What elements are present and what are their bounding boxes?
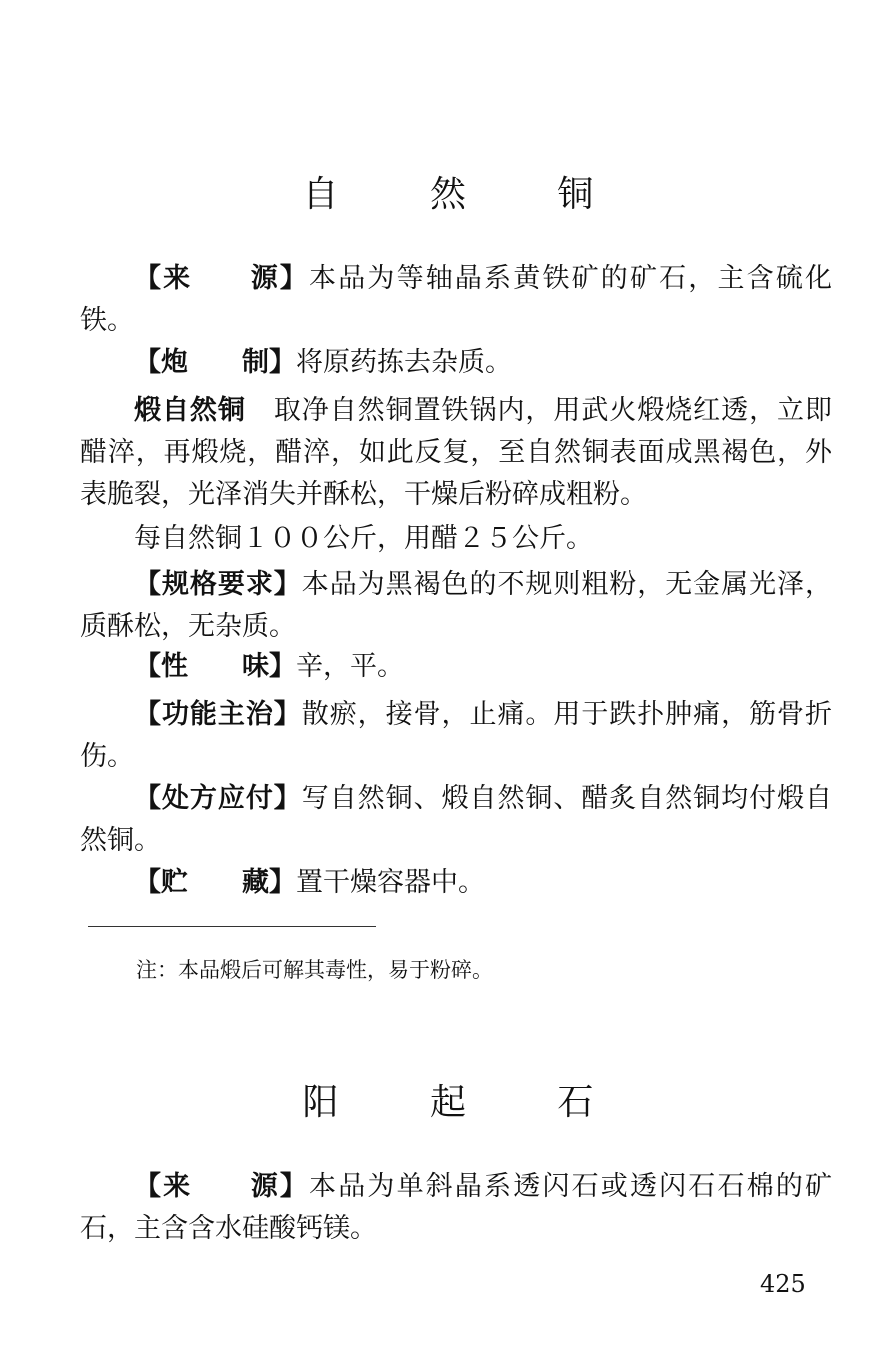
source-text: 本品为等轴晶系黄铁矿的矿石，主含硫化铁。 (80, 263, 833, 336)
source-label-2: 【来 源】 (134, 1171, 310, 1202)
function-paragraph (80, 694, 832, 778)
storage-label: 【贮 藏】 (134, 867, 296, 898)
prescription-text: 写自然铜、煅自然铜、醋炙自然铜均付煅自然铜。 (80, 783, 832, 856)
processing-text: 将原药拣去杂质。 (296, 347, 512, 378)
storage-text: 置干燥容器中。 (296, 867, 485, 898)
prescription-label: 【处方应付】 (134, 783, 302, 814)
ratio-paragraph: 每自然铜１００公斤，用醋２５公斤。 (134, 523, 593, 554)
calcined-label: 煅自然铜 (134, 395, 246, 426)
section-title-zirantong: 自 然 铜 (302, 174, 634, 215)
spec-text: 本品为黑褐色的不规则粗粉，无金属光泽，质酥松，无杂质。 (80, 569, 832, 642)
calcined-paragraph (80, 390, 832, 516)
footnote-divider (88, 926, 376, 927)
page-number: 425 (760, 1270, 806, 1298)
taste-text: 辛，平。 (296, 651, 404, 682)
source-label: 【来 源】 (134, 263, 310, 294)
section-title-yangqishi: 阳 起 石 (302, 1082, 634, 1123)
spec-label: 【规格要求】 (134, 569, 302, 600)
source-paragraph (80, 258, 832, 342)
processing-paragraph (80, 342, 832, 384)
taste-paragraph (80, 646, 832, 688)
function-label: 【功能主治】 (134, 699, 302, 730)
calcined-text: 取净自然铜置铁锅内，用武火煅烧红透，立即醋淬，再煅烧，醋淬，如此反复，至自然铜表面成黑褐色，外表脆裂，光泽消失并酥松，干燥后粉碎成粗粉。 (80, 395, 833, 510)
spec-paragraph (80, 564, 832, 648)
prescription-paragraph (80, 778, 832, 862)
taste-label: 【性 味】 (134, 651, 296, 682)
source-text-2: 本品为单斜晶系透闪石或透闪石石棉的矿石，主含含水硅酸钙镁。 (80, 1171, 833, 1244)
storage-paragraph (80, 862, 832, 904)
source-paragraph-2 (80, 1166, 832, 1250)
processing-label: 【炮 制】 (134, 347, 296, 378)
function-text: 散瘀，接骨，止痛。用于跌扑肿痛，筋骨折伤。 (80, 699, 832, 772)
footnote: 注：本品煅后可解其毒性，易于粉碎。 (136, 958, 493, 982)
